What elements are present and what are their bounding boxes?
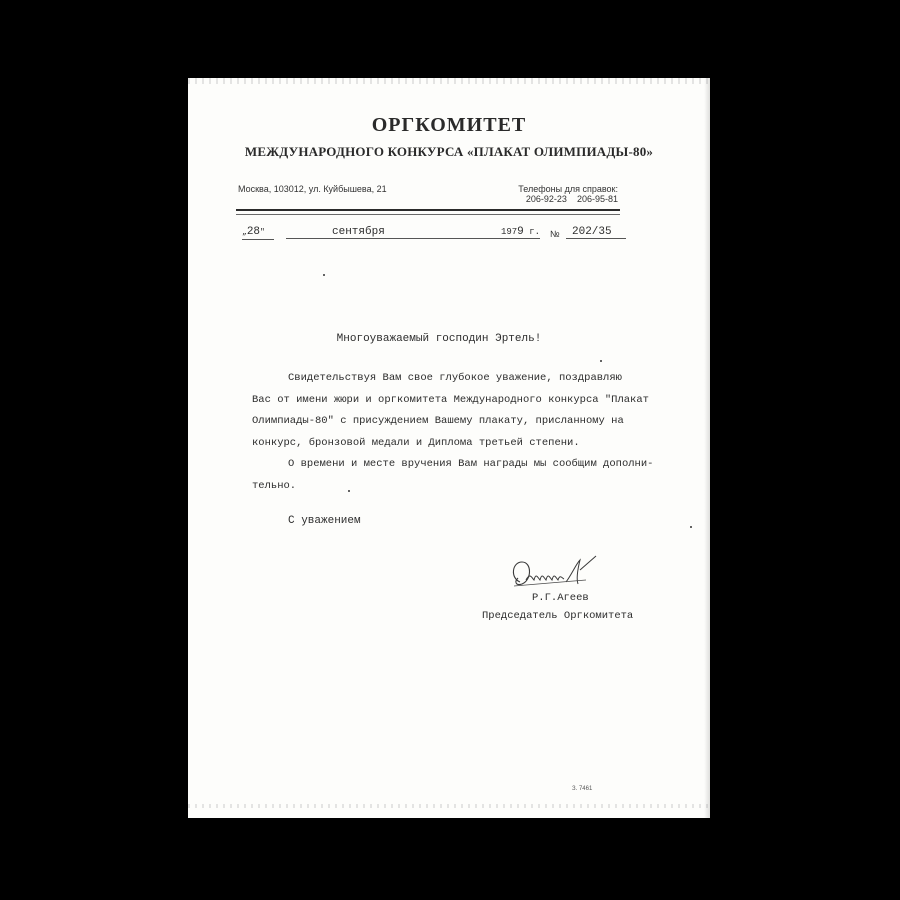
body-line: тельно. [252, 479, 297, 492]
date-month: сентября [332, 226, 385, 238]
letterhead-address: Москва, 103012, ул. Куйбышева, 21 [238, 184, 387, 194]
date-day-field [242, 226, 274, 240]
paper-bottom-edge [188, 804, 710, 808]
paper-speck [323, 274, 325, 276]
date-year-field [468, 226, 540, 239]
body-line: Свидетельствуя Вам свое глубокое уважение, поздравляю [288, 372, 622, 384]
body-line: конкурс, бронзовой медали и Диплома третьей степени. [252, 436, 580, 449]
letterhead-subtitle: МЕЖДУНАРОДНОГО КОНКУРСА «ПЛАКАТ ОЛИМПИАДЫ-80» [244, 144, 654, 159]
body-line: Вас от имени жюри и оргкомитета Международного конкурса "Плакат [252, 393, 649, 406]
letterhead-rule-thin [236, 214, 620, 215]
paper-right-shadow [704, 78, 710, 818]
letterhead-rule-thick [236, 209, 620, 211]
phone-numbers [516, 194, 618, 204]
date-year-suffix: 9 [517, 226, 524, 238]
letterhead-title: ОРГКОМИТЕТ [371, 114, 527, 136]
letterhead-phones [516, 184, 618, 204]
signer-name: Р.Г.Агеев [532, 592, 589, 604]
date-day: 28 [246, 226, 261, 238]
date-year-prefix: 197 [500, 227, 518, 237]
paper-speck [600, 360, 602, 362]
number-label: № [550, 229, 560, 239]
letter-number: 202/35 [572, 226, 612, 238]
phone-number-2: 206-95-81 [576, 194, 618, 204]
letter-sheet [188, 78, 710, 818]
signer-title: Председатель Оргкомитета [482, 610, 634, 622]
paper-speck [348, 490, 350, 492]
paper-top-edge [188, 78, 710, 84]
body-line: О времени и месте вручения Вам награды мы сообщим дополни- [288, 458, 654, 470]
body-line: Олимпиады-80" с присуждением Вашему плакату, присланному на [252, 415, 624, 427]
date-line [236, 226, 626, 242]
letter-closing: С уважением [288, 515, 361, 527]
print-mark: З. 7461 [572, 786, 593, 792]
letter-number-field [566, 226, 626, 239]
date-month-field [286, 226, 468, 239]
quote-open: „ [242, 228, 247, 237]
letter-greeting: Многоуважаемый господин Эртель! [336, 333, 542, 345]
phone-number-1: 206-92-23 [525, 194, 567, 204]
paper-speck [690, 526, 692, 528]
phones-label: Телефоны для справок: [518, 184, 618, 194]
letter-body [252, 368, 672, 497]
quote-close: " [260, 228, 265, 237]
date-year-unit: г. [529, 227, 540, 237]
